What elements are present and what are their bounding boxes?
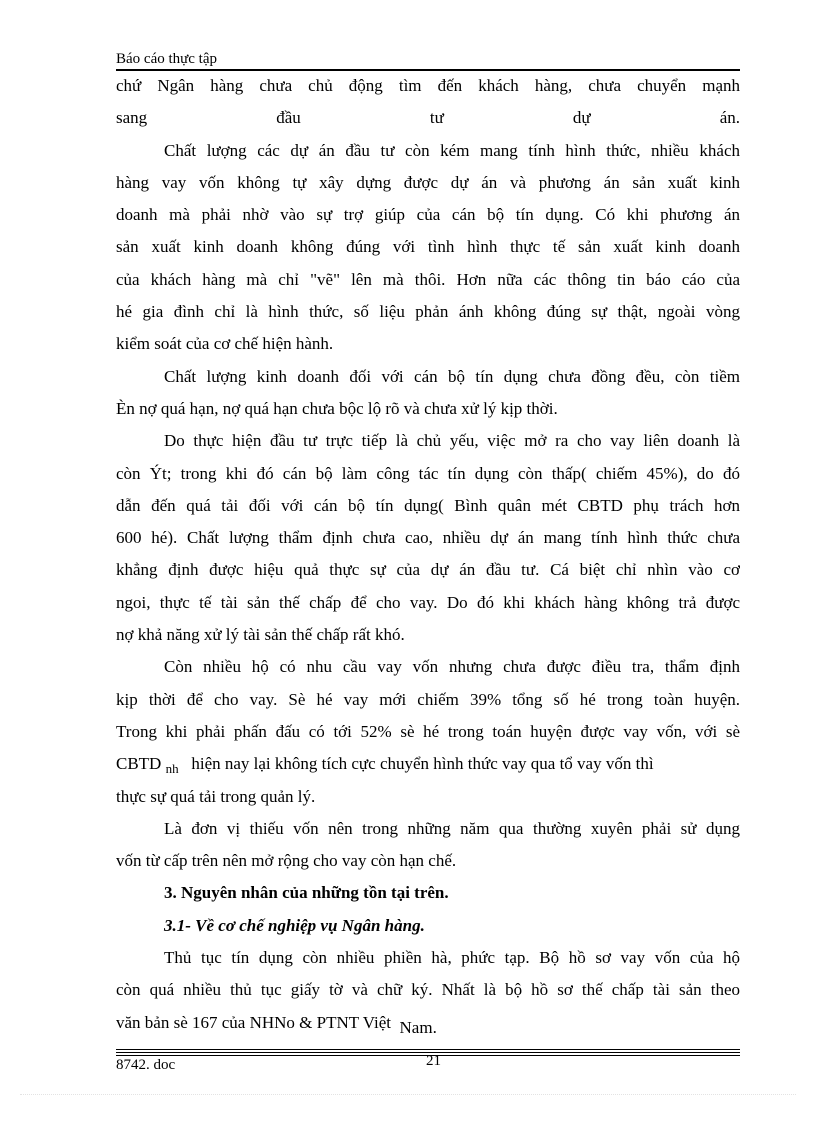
- section-heading: 3. Nguyên nhân của những tồn tại trên.: [164, 883, 449, 903]
- footer-rule: [116, 1049, 740, 1050]
- paragraph-start: Chất lượng kinh doanh đối với cán bộ tín dụng chưa đồng đều, còn tiềm: [164, 366, 740, 386]
- text-line: 600 hé). Chất lượng thẩm định chưa cao, nhiều dự án mang tính hình thức chưa: [116, 528, 740, 548]
- text-line: kịp thời để cho vay. Sè hé vay mới chiếm 39% tổng số hé trong toàn huyện.: [116, 689, 740, 709]
- text-line: hàng vay vốn không tự xây dựng được dự án và phương án sản xuất kinh: [116, 172, 740, 192]
- text-line: khẳng định được hiệu quả thực sự của dự án đầu tư. Cá biệt chỉ nhìn vào cơ: [116, 560, 740, 580]
- paragraph-start: Là đơn vị thiếu vốn nên trong những năm qua thường xuyên phải sử dụng: [164, 818, 740, 838]
- text-line: ngoi, thực tế tài sản thế chấp để cho vay. Do đó khi khách hàng không trả được: [116, 592, 740, 612]
- text-line: nợ khả năng xử lý tài sản thế chấp rất khó.: [116, 625, 405, 645]
- text-line: doanh mà phải nhờ vào sự trợ giúp của cán bộ tín dụng. Có khi phương án: [116, 205, 740, 225]
- paragraph-start: Do thực hiện đầu tư trực tiếp là chủ yếu, việc mở ra cho vay liên doanh là: [164, 431, 740, 451]
- text-line: hé gia đình chỉ là hình thức, số liệu phản ánh không đúng sự thật, ngoài vòng: [116, 302, 740, 322]
- text-line: Trong khi phải phấn đấu có tới 52% sè hé trong toán huyện được vay vốn, với sè: [116, 721, 740, 741]
- text-fragment-lowered: Nam.: [399, 1017, 437, 1037]
- paragraph-start: Còn nhiều hộ có nhu cầu vay vốn nhưng chưa được điều tra, thẩm định: [164, 657, 740, 677]
- text-line: Èn nợ quá hạn, nợ quá hạn chưa bộc lộ rõ và chưa xử lý kịp thời.: [116, 398, 558, 418]
- text-fragment: hiện nay lại không tích cực chuyển hình thức vay qua tổ vay vốn thì: [191, 754, 654, 774]
- page-header: Báo cáo thực tập: [116, 51, 218, 67]
- text-line: dẫn đến quá tải đối với cán bộ tín dụng( Bình quân mét CBTD phụ trách hơn: [116, 495, 740, 515]
- text-fragment: CBTD: [116, 754, 162, 774]
- text-line: chứ Ngân hàng chưa chủ động tìm đến khách hàng, chưa chuyển mạnh: [116, 76, 740, 95]
- text-line: còn Ýt; trong khi đó cán bộ làm công tác tín dụng còn thấp( chiếm 45%), do đó: [116, 463, 740, 483]
- document-body: [116, 70, 740, 1039]
- paragraph-start: Chất lượng các dự án đầu tư còn kém mang tính hình thức, nhiều khách: [164, 140, 740, 160]
- subscript-fragment: nh: [165, 761, 179, 777]
- text-line: [116, 748, 740, 780]
- text-line: thực sự quá tải trong quản lý.: [116, 786, 316, 806]
- text-line: còn quá nhiều thủ tục giấy tờ và chữ ký. Nhất là bộ hồ sơ thế chấp tài sản theo: [116, 980, 740, 1000]
- text-line: sản xuất kinh doanh không đúng với tình hình thực tế sản xuất kinh doanh: [116, 237, 740, 257]
- text-line: sang đầu tư dự án.: [116, 108, 740, 128]
- footer-filename: 8742. doc: [116, 1057, 176, 1073]
- text-line: [116, 1007, 740, 1039]
- subsection-heading: 3.1- Về cơ chế nghiệp vụ Ngân hàng.: [164, 915, 425, 935]
- page-edge-guide: [20, 1094, 796, 1095]
- paragraph-start: Thủ tục tín dụng còn nhiều phiền hà, phức tạp. Bộ hồ sơ vay vốn của hộ: [164, 948, 740, 968]
- page-number: 21: [426, 1053, 441, 1069]
- text-line: kiểm soát của cơ chế hiện hành.: [116, 334, 334, 354]
- text-line: vốn từ cấp trên nên mở rộng cho vay còn hạn chế.: [116, 851, 457, 871]
- text-line: của khách hàng mà chỉ "vẽ" lên mà thôi. Hơn nữa các thông tin báo cáo của: [116, 269, 740, 289]
- text-fragment: văn bản sè 167 của NHNo & PTNT Việt: [116, 1012, 392, 1032]
